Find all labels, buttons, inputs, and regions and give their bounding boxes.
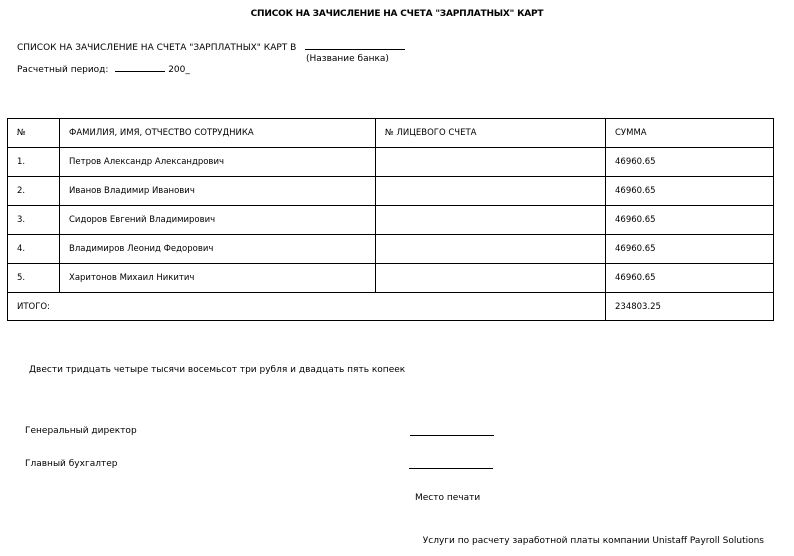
row-number: 2. — [8, 177, 60, 206]
footer-note: Услуги по расчету заработной платы компании Unistaff Payroll Solutions — [422, 536, 764, 546]
table-row — [8, 148, 774, 177]
row-sum: 46960.65 — [606, 264, 774, 293]
account-number — [376, 206, 606, 235]
period-label: Расчетный период: — [17, 65, 109, 75]
employee-name: Иванов Владимир Иванович — [60, 177, 376, 206]
header-number: № — [8, 119, 60, 148]
row-number: 1. — [8, 148, 60, 177]
director-label: Генеральный директор — [25, 426, 137, 436]
accountant-label: Главный бухгалтер — [25, 459, 118, 469]
row-sum: 46960.65 — [606, 177, 774, 206]
table-row — [8, 177, 774, 206]
employee-name: Харитонов Михаил Никитич — [60, 264, 376, 293]
table-header-row — [8, 119, 774, 148]
table-row — [8, 235, 774, 264]
employee-name: Сидоров Евгений Владимирович — [60, 206, 376, 235]
row-sum: 46960.65 — [606, 206, 774, 235]
list-header-line — [17, 43, 405, 53]
period-blank — [115, 71, 165, 72]
row-number: 3. — [8, 206, 60, 235]
table-row — [8, 264, 774, 293]
list-header-text: СПИСОК НА ЗАЧИСЛЕНИЕ НА СЧЕТА "ЗАРПЛАТНЫХ" КАРТ В — [17, 43, 297, 53]
row-number: 4. — [8, 235, 60, 264]
total-label: ИТОГО: — [8, 293, 606, 321]
account-number — [376, 148, 606, 177]
account-number — [376, 264, 606, 293]
period-year: 200_ — [168, 65, 190, 75]
table-row — [8, 206, 774, 235]
employee-name: Петров Александр Александрович — [60, 148, 376, 177]
total-row — [8, 293, 774, 321]
stamp-label: Место печати — [415, 493, 481, 503]
row-sum: 46960.65 — [606, 235, 774, 264]
header-account: № ЛИЦЕВОГО СЧЕТА — [376, 119, 606, 148]
bank-name-caption: (Название банка) — [306, 54, 389, 64]
bank-name-blank — [305, 49, 405, 50]
header-name: ФАМИЛИЯ, ИМЯ, ОТЧЕСТВО СОТРУДНИКА — [60, 119, 376, 148]
account-number — [376, 235, 606, 264]
director-signature-line — [410, 435, 494, 436]
employee-name: Владимиров Леонид Федорович — [60, 235, 376, 264]
payroll-table — [7, 118, 774, 321]
row-number: 5. — [8, 264, 60, 293]
amount-in-words: Двести тридцать четыре тысячи восемьсот три рубля и двадцать пять копеек — [29, 365, 406, 375]
period-line — [17, 65, 190, 75]
document-title: СПИСОК НА ЗАЧИСЛЕНИЕ НА СЧЕТА "ЗАРПЛАТНЫХ" КАРТ — [250, 9, 544, 19]
row-sum: 46960.65 — [606, 148, 774, 177]
accountant-signature-line — [409, 468, 493, 469]
header-sum: СУММА — [606, 119, 774, 148]
account-number — [376, 177, 606, 206]
total-sum: 234803.25 — [606, 293, 774, 321]
